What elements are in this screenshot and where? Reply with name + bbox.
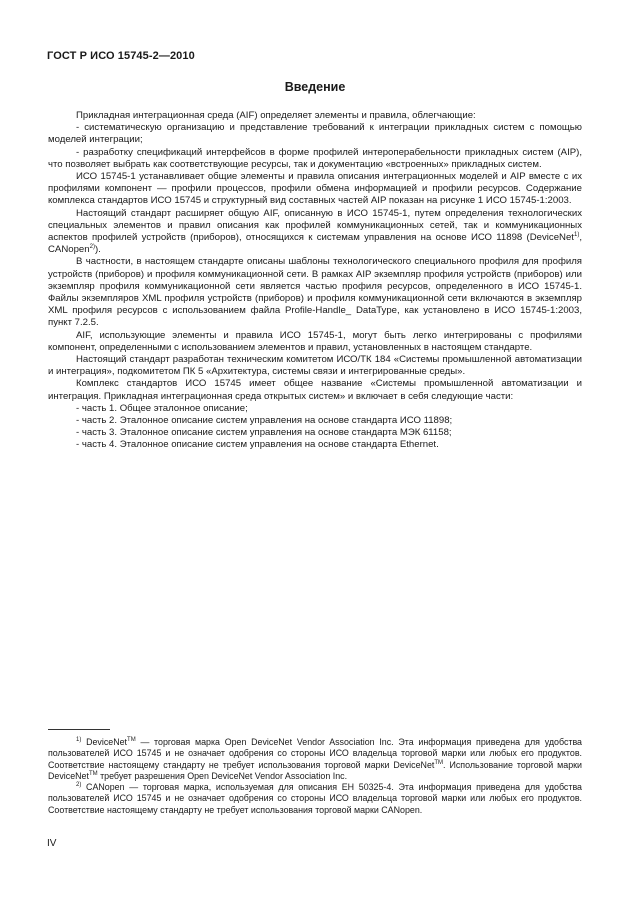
footnote-text: . Использование торговой марки DeviceNet	[48, 759, 582, 781]
page-number: IV	[47, 838, 57, 849]
list-item: - систематическую организацию и представление требований к интеграции прикладных систем с помощью моделей интеграции;	[48, 122, 582, 146]
document-header: ГОСТ Р ИСО 15745-2—2010	[47, 50, 195, 62]
footnote-text: — торговая марка Open DeviceNet Vendor Association Inc. Эта информация приведена для удобства пользователей ИСО 15745 и не означает одобрения со стороны ИСО владельца торговой марки или любых его продуктов. Соответствие настоящему стандарту не требует использования торговой марки DeviceNet	[48, 737, 582, 770]
paragraph-text: Настоящий стандарт расширяет общую AIF, описанную в ИСО 15745-1, путем определения технологических специальных элементов и правил описания как профилей коммуникационных сетей, так и коммуникационных аспектов профилей устройств (приборов), относящихся к системам управления на основе ИСО 11898 (DeviceNet	[48, 207, 582, 244]
paragraph-text: ).	[94, 244, 101, 256]
paragraph-committee: Настоящий стандарт разработан техническим комитетом ИСО/ТК 184 «Системы промышленной автоматизации и интеграция», подкомитетом ПК 5 «Архитектура, системы связи и интегрированные среды».	[48, 354, 582, 378]
paragraph-aif-integration: AIF, использующие элементы и правила ИСО 15745-1, могут быть легко интегрированы с профилями компонент, определенными с использованием элементов и правил, установленных в настоящем стандарте.	[48, 329, 582, 353]
footnote-2	[48, 782, 582, 816]
paragraph-aif-intro: Прикладная интеграционная среда (AIF) определяет элементы и правила, облегчающие:	[76, 110, 476, 121]
paragraph-scope-extension	[48, 208, 582, 257]
footnote-text: CANopen — торговая марка, используемая для описания ЕН 50325-4. Эта информация приведена для удобства пользователей ИСО 15745 и не означает одобрения со стороны ИСО владельца торговой марки или любых его продуктов. Соответствие настоящему стандарту не требует использования торговой марки CANopen.	[48, 782, 582, 815]
footnotes	[48, 737, 582, 816]
footnote-mark: 2)	[76, 782, 82, 789]
introduction-body	[48, 110, 582, 452]
paragraph-text: , CANopen	[48, 232, 582, 256]
list-item: - разработку спецификаций интерфейсов в форме профилей интероперабельности прикладных систем (AIP), что позволяет выбрать как соответствующие ресурсы, так и документацию «встроенных» прикладных систем.	[48, 146, 582, 170]
list-item-part-3: - часть 3. Эталонное описание систем управления на основе стандарта МЭК 61158;	[76, 427, 452, 439]
trademark-mark: TM	[434, 759, 444, 766]
trademark-mark: TM	[127, 737, 136, 743]
footnote-1	[48, 737, 582, 782]
list-item-part-4: - часть 4. Эталонное описание систем управления на основе стандарта Ethernet.	[76, 439, 439, 451]
list-item-part-1: - часть 1. Общее эталонное описание;	[76, 402, 248, 414]
trademark-mark: TM	[88, 770, 98, 777]
section-title: Введение	[284, 80, 346, 94]
paragraph-templates: В частности, в настоящем стандарте описаны шаблоны технологического специального профиля для профиля устройств (приборов) и профиля коммуникационной сети. В рамках AIP экземпляр профиля устройств (приборов) или экземпляр профиля коммуникационной сети является частью профиля ресурсов, определенного в ИСО 15745-1. Файлы экземпляров XML профиля устройств (приборов) и профиля коммуникационной сети включаются в экземпляр XML профиля ресурсов с использованием файла Profile-Handle_ DataType, как установлено в ИСО 15745-1:2003, пункт 7.2.5.	[48, 256, 582, 329]
footnote-ref: 1)	[573, 232, 580, 239]
footnote-mark: 1)	[76, 737, 82, 743]
footnote-text: требует разрешения Open DeviceNet Vendor Association Inc.	[97, 770, 348, 781]
list-item-part-2: - часть 2. Эталонное описание систем управления на основе стандарта ИСО 11898;	[76, 415, 453, 427]
paragraph-iso-15745-1: ИСО 15745-1 устанавливает общие элементы и правила описания интеграционных моделей и AIP вместе с их профилями компонент — профили процессов, профили обмена информацией и профили ресурсов. Содержание комплекса стандартов ИСО 15745 и структурный вид составных частей AIP показан на рисунке 1 ИСО 15745-1:2003.	[48, 171, 582, 207]
footnote-text: DeviceNet	[81, 737, 128, 747]
paragraph-series: Комплекс стандартов ИСО 15745 имеет общее название «Системы промышленной автоматизации и интеграция. Прикладная интеграционная среда открытых систем» и включает в себя следующие части:	[48, 378, 582, 402]
footnote-separator	[48, 729, 110, 730]
footnote-ref: 2)	[89, 244, 95, 251]
